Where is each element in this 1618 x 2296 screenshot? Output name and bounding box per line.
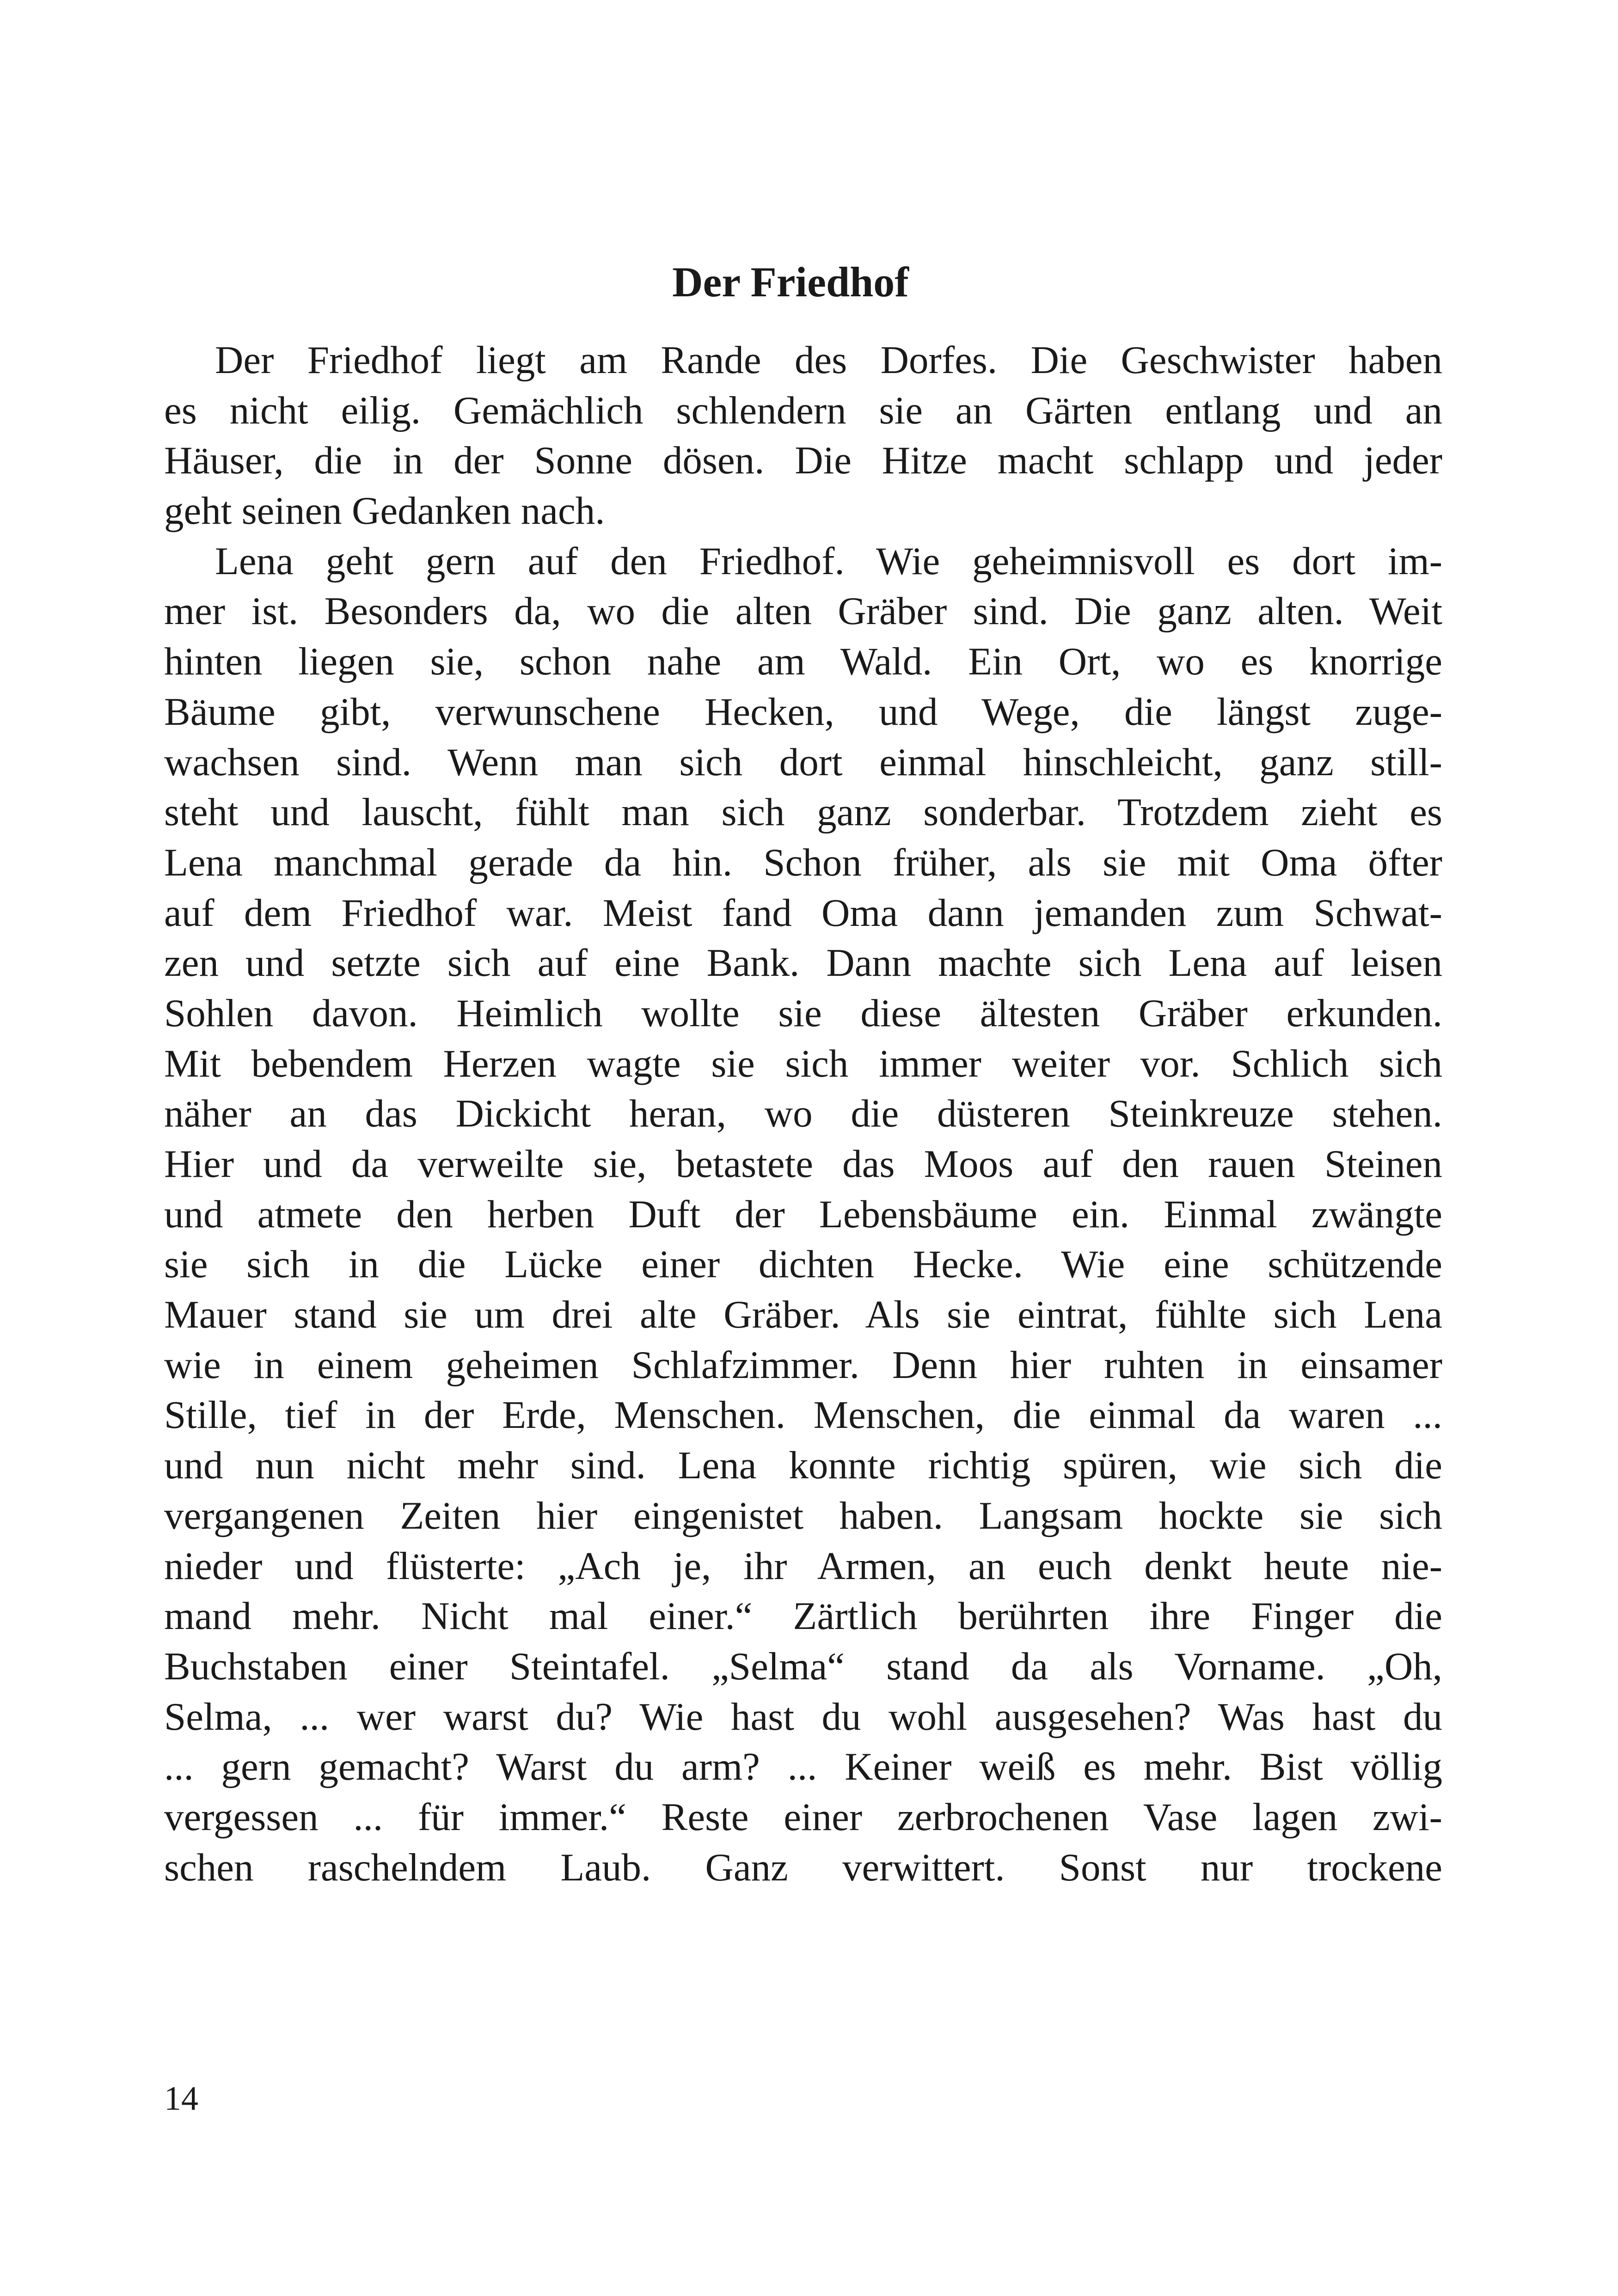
- text-line: auf dem Friedhof war. Meist fand Oma dann jemanden zum Schwat-: [164, 891, 1442, 935]
- text-line: Mauer stand sie um drei alte Gräber. Als sie eintrat, fühlte sich Lena: [164, 1293, 1442, 1337]
- text-line: steht und lauscht, fühlt man sich ganz sonderbar. Trotzdem zieht es: [164, 790, 1442, 834]
- text-line: Bäume gibt, verwunschene Hecken, und Wege, die längst zuge-: [164, 690, 1442, 734]
- text-line: Der Friedhof liegt am Rande des Dorfes. Die Geschwister haben: [215, 338, 1442, 382]
- text-line: Mit bebendem Herzen wagte sie sich immer weiter vor. Schlich sich: [164, 1041, 1442, 1085]
- text-line: wie in einem geheimen Schlafzimmer. Denn hier ruhten in einsamer: [164, 1343, 1442, 1387]
- text-line: ... gern gemacht? Warst du arm? ... Keiner weiß es mehr. Bist völlig: [164, 1745, 1442, 1789]
- text-line: Stille, tief in der Erde, Menschen. Menschen, die einmal da waren ...: [164, 1393, 1442, 1437]
- text-line: hinten liegen sie, schon nahe am Wald. Ein Ort, wo es knorrige: [164, 640, 1442, 684]
- text-line: Sohlen davon. Heimlich wollte sie diese ältesten Gräber erkunden.: [164, 991, 1442, 1035]
- text-line: Buchstaben einer Steintafel. „Selma“ stand da als Vorname. „Oh,: [164, 1644, 1442, 1688]
- text-line: und atmete den herben Duft der Lebensbäume ein. Einmal zwängte: [164, 1192, 1442, 1236]
- text-line: geht seinen Gedanken nach.: [164, 489, 605, 533]
- chapter-title: Der Friedhof: [672, 258, 909, 306]
- text-line: wachsen sind. Wenn man sich dort einmal hinschleicht, ganz still-: [164, 740, 1442, 784]
- text-line: es nicht eilig. Gemächlich schlendern sie an Gärten entlang und an: [164, 388, 1442, 432]
- text-line: näher an das Dickicht heran, wo die düsteren Steinkreuze stehen.: [164, 1092, 1442, 1136]
- text-line: zen und setzte sich auf eine Bank. Dann machte sich Lena auf leisen: [164, 941, 1442, 985]
- text-line: vergessen ... für immer.“ Reste einer zerbrochenen Vase lagen zwi-: [164, 1795, 1442, 1839]
- body-text: [164, 335, 1442, 1892]
- text-line: Selma, ... wer warst du? Wie hast du wohl ausgesehen? Was hast du: [164, 1695, 1442, 1739]
- text-line: vergangenen Zeiten hier eingenistet haben. Langsam hockte sie sich: [164, 1494, 1442, 1537]
- text-line: Lena geht gern auf den Friedhof. Wie geheimnisvoll es dort im-: [215, 539, 1442, 583]
- text-line: Häuser, die in der Sonne dösen. Die Hitze macht schlapp und jeder: [164, 439, 1442, 483]
- text-line: und nun nicht mehr sind. Lena konnte richtig spüren, wie sich die: [164, 1444, 1442, 1488]
- text-line: Lena manchmal gerade da hin. Schon früher, als sie mit Oma öfter: [164, 840, 1442, 884]
- text-line: nieder und flüsterte: „Ach je, ihr Armen, an euch denkt heute nie-: [164, 1544, 1442, 1588]
- page-number: 14: [164, 2080, 198, 2118]
- text-line: mer ist. Besonders da, wo die alten Gräber sind. Die ganz alten. Weit: [164, 589, 1442, 633]
- text-line: Hier und da verweilte sie, betastete das Moos auf den rauen Steinen: [164, 1142, 1442, 1186]
- text-line: sie sich in die Lücke einer dichten Hecke. Wie eine schützende: [164, 1243, 1442, 1286]
- text-line: schen raschelndem Laub. Ganz verwittert. Sonst nur trockene: [164, 1845, 1442, 1889]
- text-line: mand mehr. Nicht mal einer.“ Zärtlich berührten ihre Finger die: [164, 1594, 1442, 1638]
